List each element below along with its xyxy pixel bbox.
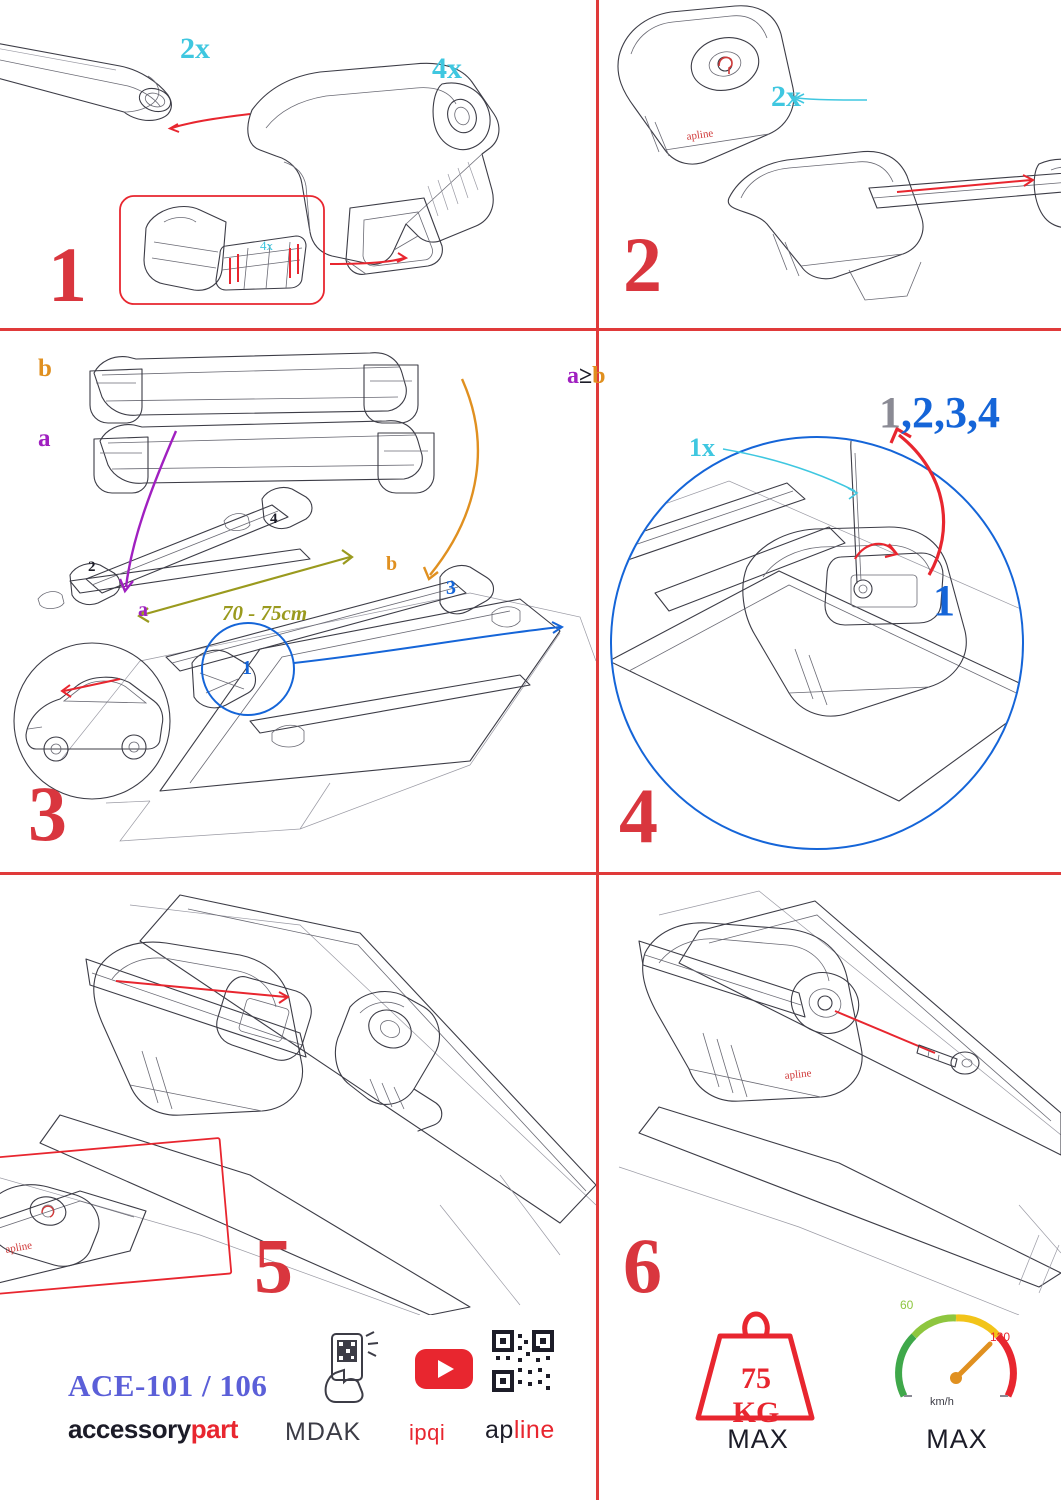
label-a-bar: a (38, 425, 51, 452)
step-6-illustration (599, 875, 1061, 1315)
step-1-panel (0, 0, 596, 328)
svg-text:apline: apline (685, 127, 715, 143)
step-number-1: 1 (48, 231, 85, 318)
step-number-2: 2 (623, 221, 660, 308)
step-5-panel (0, 875, 596, 1315)
callout-4x-pad: 4x (260, 238, 273, 253)
gauge-min-tick: 60 (900, 1298, 914, 1312)
sequence-rest: ,2,3,4 (901, 388, 1000, 437)
step-5-illustration (0, 875, 596, 1315)
gauge-unit-label: km/h (930, 1396, 954, 1408)
callout-2x-step1: 2x (180, 32, 210, 65)
speed-max-label: MAX (926, 1424, 988, 1454)
weight-max-label: MAX (727, 1424, 789, 1454)
brand-accessorypart (68, 1414, 238, 1445)
condition-b: b (592, 363, 606, 389)
model-code: ACE-101 / 106 (68, 1368, 268, 1403)
label-b-bar: b (38, 355, 52, 382)
step-number-3: 3 (28, 770, 65, 857)
callout-2x-step2: 2x (771, 80, 801, 113)
sequence-first: 1 (879, 388, 901, 437)
step-6-panel (599, 875, 1061, 1315)
brand-part: part (190, 1414, 238, 1444)
brand-ipqi: ipqi (409, 1420, 446, 1445)
brand-line: line (513, 1416, 555, 1444)
step-2-panel (599, 0, 1061, 328)
label-a-position: a (138, 599, 148, 621)
qr-code-icon[interactable] (492, 1330, 554, 1392)
youtube-icon[interactable] (414, 1348, 474, 1390)
svg-text:apline: apline (784, 1067, 813, 1082)
gauge-max-tick: 120 (990, 1330, 1011, 1344)
step-2-illustration (599, 0, 1061, 328)
condition-op: ≥ (579, 363, 593, 389)
brand-ap: ap (485, 1416, 514, 1444)
svg-text:apline: apline (4, 1239, 34, 1256)
speedometer-icon (886, 1300, 1026, 1424)
step-4-panel (567, 331, 1061, 872)
brand-mdak: MDAK (285, 1418, 362, 1446)
step-1-illustration (0, 0, 596, 328)
brand-accessory: accessory (68, 1414, 191, 1444)
step-number-6: 6 (623, 1222, 660, 1309)
step-number-5: 5 (254, 1222, 291, 1309)
qr-scan-hand-icon[interactable] (318, 1330, 388, 1404)
label-position-3: 3 (446, 577, 456, 599)
callout-1x-step4: 1x (689, 433, 715, 462)
label-bar-spacing: 70 - 75cm (222, 601, 308, 625)
step-number-4: 4 (619, 772, 656, 859)
label-turn-1: 1 (933, 576, 955, 625)
label-position-4: 4 (270, 511, 278, 527)
label-b-position: b (386, 553, 398, 575)
callout-4x-step1: 4x (432, 52, 462, 85)
label-position-2: 2 (88, 559, 96, 575)
step-3-panel (0, 331, 596, 872)
condition-a-ge-b (567, 363, 606, 390)
condition-a: a (567, 363, 579, 389)
label-position-1: 1 (242, 657, 252, 679)
weight-value: 75 KG (732, 1362, 780, 1429)
brand-apline (485, 1416, 555, 1445)
